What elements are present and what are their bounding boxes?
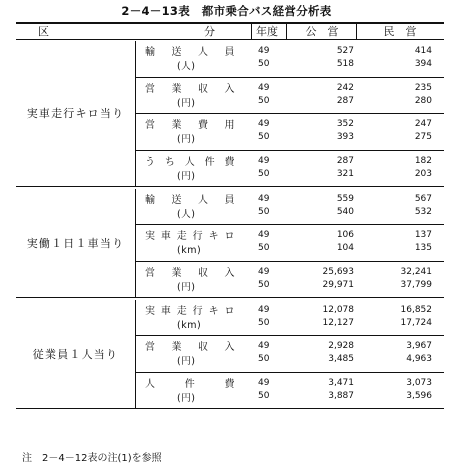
- row-rule: [135, 113, 444, 114]
- row-unit-label: (km): [177, 319, 202, 331]
- year-cell: 50: [258, 354, 270, 365]
- public-value: 12,078: [322, 304, 354, 315]
- group-label: 実働１日１車当り: [26, 236, 125, 250]
- group-divider: [135, 189, 136, 299]
- group-divider: [135, 300, 136, 410]
- year-cell: 50: [258, 317, 270, 328]
- public-value: 527: [336, 46, 354, 56]
- year-cell: 49: [258, 266, 270, 277]
- year-cell: 50: [258, 206, 270, 217]
- private-value: 32,241: [400, 266, 432, 277]
- year-cell: 50: [258, 168, 270, 179]
- header-private: 民 営: [383, 25, 417, 38]
- private-value: 394: [414, 59, 432, 69]
- private-value: 532: [414, 206, 432, 217]
- public-value: 242: [336, 82, 354, 93]
- header-divider: [356, 22, 357, 39]
- public-value: 12,127: [322, 317, 354, 328]
- year-cell: 49: [258, 119, 270, 130]
- row-unit-label: (円): [177, 392, 196, 404]
- year-cell: 49: [258, 82, 270, 93]
- year-cell: 50: [258, 279, 270, 290]
- row-unit-label: (人): [177, 61, 196, 72]
- public-value: 287: [336, 155, 354, 166]
- public-value: 540: [336, 206, 354, 217]
- public-value: 559: [336, 193, 354, 204]
- private-value: 3,967: [406, 341, 432, 352]
- public-value: 3,887: [328, 390, 354, 401]
- year-cell: 50: [258, 132, 270, 143]
- row-unit-label: (円): [177, 97, 196, 109]
- private-value: 3,073: [406, 377, 432, 388]
- year-cell: 49: [258, 46, 270, 56]
- private-value: 567: [414, 193, 432, 204]
- row-unit-label: (人): [177, 208, 196, 220]
- row-unit-label: (km): [177, 245, 202, 257]
- row-rule: [135, 335, 444, 336]
- private-value: 414: [414, 46, 432, 56]
- private-value: 135: [414, 243, 432, 254]
- group-rule: [16, 297, 444, 298]
- public-value: 518: [336, 59, 354, 69]
- year-cell: 49: [258, 193, 270, 204]
- private-value: 280: [414, 95, 432, 106]
- year-cell: 50: [258, 95, 270, 106]
- private-value: 3,596: [406, 390, 432, 401]
- year-cell: 50: [258, 59, 270, 69]
- row-item-label: 実 車 走 行 キ ロ: [145, 231, 235, 243]
- header-divider: [286, 22, 287, 39]
- row-rule: [135, 150, 444, 151]
- private-value: 235: [414, 82, 432, 93]
- header-item-right: 分: [204, 25, 215, 38]
- row-item-label: 営 業 収 入: [145, 342, 235, 354]
- public-value: 25,693: [322, 266, 354, 277]
- group-label: 従業員１人当り: [32, 347, 119, 361]
- row-unit-label: (円): [177, 281, 196, 293]
- public-value: 393: [336, 132, 354, 143]
- public-value: 287: [336, 95, 354, 106]
- footnote: 注 2－4－12表の注(1)を参照: [22, 453, 162, 464]
- year-cell: 49: [258, 155, 270, 166]
- group-label: 実車走行キロ当り: [26, 107, 125, 121]
- group-rule: [16, 186, 444, 187]
- row-rule: [135, 224, 444, 225]
- row-unit-label: (円): [177, 170, 196, 182]
- public-value: 3,485: [328, 354, 354, 365]
- public-value: 2,928: [328, 341, 354, 352]
- header-rule: [16, 39, 444, 40]
- row-item-label: 営 業 費 用: [145, 120, 235, 132]
- table-title: 2－4－13表 都市乗合バス経営分析表: [121, 4, 332, 18]
- private-value: 16,852: [400, 304, 432, 315]
- row-item-label: 営 業 収 入: [145, 83, 235, 95]
- row-item-label: 人 件 費: [145, 378, 235, 390]
- row-rule: [135, 261, 444, 262]
- top-rule: [16, 22, 444, 24]
- group-rule: [16, 408, 444, 409]
- row-unit-label: (円): [177, 134, 196, 146]
- year-cell: 49: [258, 341, 270, 352]
- private-value: 4,963: [406, 354, 432, 365]
- row-item-label: う ち 人 件 費: [145, 156, 235, 168]
- public-value: 106: [336, 230, 354, 241]
- private-value: 182: [414, 155, 432, 166]
- year-cell: 49: [258, 304, 270, 315]
- public-value: 321: [336, 168, 354, 179]
- private-value: 275: [414, 132, 432, 143]
- row-unit-label: (円): [177, 356, 196, 368]
- row-item-label: 輸 送 人 員: [145, 47, 235, 58]
- row-rule: [135, 372, 444, 373]
- year-cell: 49: [258, 230, 270, 241]
- year-cell: 49: [258, 377, 270, 388]
- private-value: 137: [414, 230, 432, 241]
- private-value: 247: [414, 119, 432, 130]
- row-item-label: 営 業 収 入: [145, 267, 235, 279]
- year-cell: 50: [258, 243, 270, 254]
- header-item-left: 区: [38, 25, 49, 38]
- header-public: 公 営: [305, 25, 339, 38]
- year-cell: 50: [258, 390, 270, 401]
- row-rule: [135, 77, 444, 78]
- private-value: 17,724: [400, 317, 432, 328]
- group-divider: [135, 41, 136, 187]
- public-value: 29,971: [322, 279, 354, 290]
- header-year: 年度: [256, 25, 278, 38]
- private-value: 37,799: [400, 279, 432, 290]
- public-value: 104: [336, 243, 354, 254]
- header-divider: [251, 22, 252, 39]
- row-item-label: 輸 送 人 員: [145, 194, 235, 206]
- public-value: 3,471: [328, 377, 354, 388]
- row-item-label: 実 車 走 行 キ ロ: [145, 305, 235, 317]
- public-value: 352: [336, 119, 354, 130]
- private-value: 203: [414, 168, 432, 179]
